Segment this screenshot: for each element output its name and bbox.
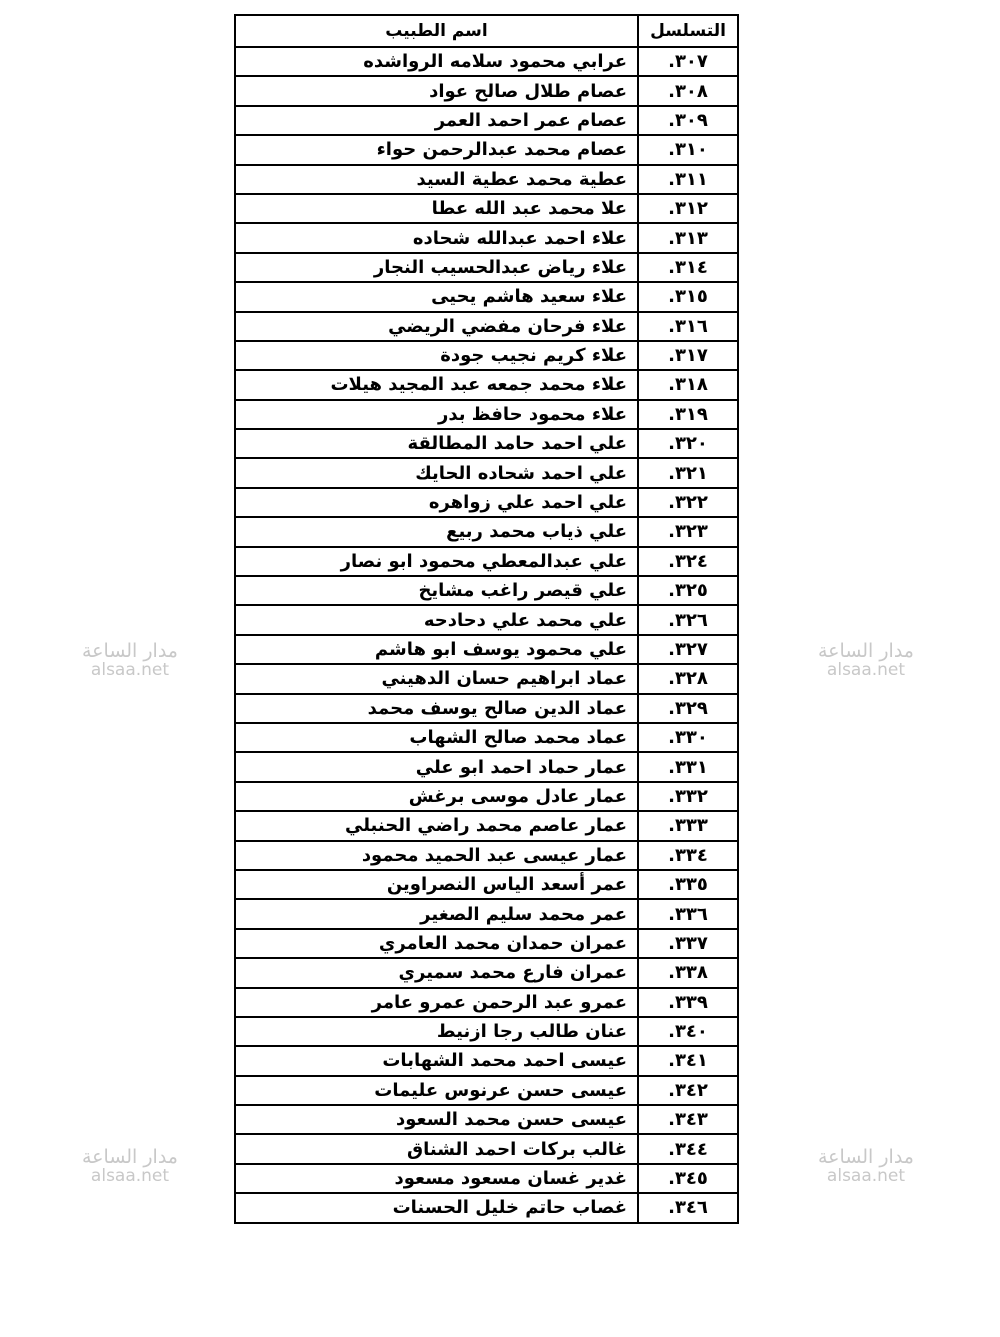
table-row xyxy=(235,635,738,664)
row-doctor-name: عصام طلال صالح عواد xyxy=(235,76,638,105)
row-seq: ٣٢١. xyxy=(638,458,738,487)
row-seq: ٣٢٨. xyxy=(638,664,738,693)
row-seq: ٣٣١. xyxy=(638,752,738,781)
header-seq: التسلسل xyxy=(638,15,738,47)
table-row xyxy=(235,488,738,517)
row-seq: ٣٤٥. xyxy=(638,1164,738,1193)
row-seq: ٣١٧. xyxy=(638,341,738,370)
table-row xyxy=(235,1164,738,1193)
row-doctor-name: غدير غسان مسعود مسعود xyxy=(235,1164,638,1193)
table-row xyxy=(235,47,738,76)
row-seq: ٣١٤. xyxy=(638,253,738,282)
row-seq: ٣٤٠. xyxy=(638,1017,738,1046)
row-doctor-name: علي احمد علي زواهره xyxy=(235,488,638,517)
table-row xyxy=(235,899,738,928)
header-name: اسم الطبيب xyxy=(235,15,638,47)
row-doctor-name: علاء سعيد هاشم يحيى xyxy=(235,282,638,311)
table-row xyxy=(235,988,738,1017)
table-row xyxy=(235,106,738,135)
row-seq: ٣٠٧. xyxy=(638,47,738,76)
row-doctor-name: علا محمد عبد الله عطا xyxy=(235,194,638,223)
watermark-arabic: مدار الساعة xyxy=(818,1146,914,1168)
row-seq: ٣٤٢. xyxy=(638,1076,738,1105)
table-row xyxy=(235,782,738,811)
doctors-table xyxy=(234,14,739,1224)
table-row xyxy=(235,282,738,311)
table-row xyxy=(235,223,738,252)
watermark-arabic: مدار الساعة xyxy=(818,640,914,662)
table-row xyxy=(235,312,738,341)
table-row xyxy=(235,958,738,987)
row-seq: ٣١٢. xyxy=(638,194,738,223)
table-row xyxy=(235,752,738,781)
table-row xyxy=(235,341,738,370)
row-doctor-name: علاء فرحان مفضي الريضي xyxy=(235,312,638,341)
row-doctor-name: عنان طالب رجا ازنيط xyxy=(235,1017,638,1046)
row-doctor-name: عصام عمر احمد العمر xyxy=(235,106,638,135)
row-seq: ٣٢٢. xyxy=(638,488,738,517)
row-seq: ٣١٠. xyxy=(638,135,738,164)
doctors-table-container xyxy=(234,14,739,1224)
table-row xyxy=(235,723,738,752)
watermark-latin: alsaa.net xyxy=(826,1165,906,1186)
row-doctor-name: عيسى حسن محمد السعود xyxy=(235,1105,638,1134)
row-doctor-name: علي ذياب محمد ربيع xyxy=(235,517,638,546)
row-doctor-name: علاء محمود حافظ بدر xyxy=(235,400,638,429)
row-seq: ٣٣٣. xyxy=(638,811,738,840)
table-row xyxy=(235,165,738,194)
table-row xyxy=(235,1193,738,1222)
row-seq: ٣٤١. xyxy=(638,1046,738,1075)
row-doctor-name: علي احمد حامد المطالقة xyxy=(235,429,638,458)
table-row xyxy=(235,429,738,458)
row-doctor-name: علي قيصر راغب مشايخ xyxy=(235,576,638,605)
row-doctor-name: عمر محمد سليم الصغير xyxy=(235,899,638,928)
row-seq: ٣٣٨. xyxy=(638,958,738,987)
row-seq: ٣٢٩. xyxy=(638,694,738,723)
table-row xyxy=(235,811,738,840)
watermark-arabic: مدار الساعة xyxy=(82,640,178,662)
row-doctor-name: عماد الدين صالح يوسف محمد xyxy=(235,694,638,723)
table-row xyxy=(235,76,738,105)
row-seq: ٣٠٨. xyxy=(638,76,738,105)
table-row xyxy=(235,929,738,958)
table-row xyxy=(235,370,738,399)
watermark-latin: alsaa.net xyxy=(90,1165,170,1186)
row-doctor-name: غالب بركات احمد الشناق xyxy=(235,1134,638,1163)
row-doctor-name: علاء محمد جمعه عبد المجيد هيلات xyxy=(235,370,638,399)
row-doctor-name: عماد ابراهيم حسان الدهيني xyxy=(235,664,638,693)
row-seq: ٣٣٤. xyxy=(638,841,738,870)
row-doctor-name: عمار عاصم محمد راضي الحنبلي xyxy=(235,811,638,840)
table-row xyxy=(235,1046,738,1075)
watermark-right-2 xyxy=(818,1148,914,1186)
row-doctor-name: عمار عادل موسى برغش xyxy=(235,782,638,811)
row-doctor-name: علي محمد علي دحادحه xyxy=(235,605,638,634)
row-seq: ٣١٣. xyxy=(638,223,738,252)
row-doctor-name: علي عبدالمعطي محمود ابو نصار xyxy=(235,547,638,576)
table-row xyxy=(235,135,738,164)
table-row xyxy=(235,664,738,693)
row-seq: ٣١٩. xyxy=(638,400,738,429)
table-row xyxy=(235,870,738,899)
row-seq: ٣٣٩. xyxy=(638,988,738,1017)
row-seq: ٣١٥. xyxy=(638,282,738,311)
row-seq: ٣١٨. xyxy=(638,370,738,399)
row-doctor-name: عصام محمد عبدالرحمن حواء xyxy=(235,135,638,164)
row-doctor-name: غصاب حاتم خليل الحسنات xyxy=(235,1193,638,1222)
table-body xyxy=(235,47,738,1223)
table-row xyxy=(235,694,738,723)
row-doctor-name: عيسى احمد محمد الشهابات xyxy=(235,1046,638,1075)
row-seq: ٣٣٥. xyxy=(638,870,738,899)
row-seq: ٣٣٧. xyxy=(638,929,738,958)
row-doctor-name: عطية محمد عطية السيد xyxy=(235,165,638,194)
row-doctor-name: علي احمد شحاده الحايك xyxy=(235,458,638,487)
row-doctor-name: عمر أسعد الياس النصراوين xyxy=(235,870,638,899)
row-seq: ٣٣٦. xyxy=(638,899,738,928)
row-seq: ٣٢٠. xyxy=(638,429,738,458)
row-doctor-name: عمرو عبد الرحمن عمرو عامر xyxy=(235,988,638,1017)
table-row xyxy=(235,400,738,429)
watermark-latin: alsaa.net xyxy=(826,659,906,680)
row-doctor-name: علاء احمد عبدالله شحاده xyxy=(235,223,638,252)
watermark-left-2 xyxy=(82,1148,178,1186)
table-row xyxy=(235,1134,738,1163)
table-row xyxy=(235,605,738,634)
watermark-left-1 xyxy=(82,642,178,680)
row-doctor-name: عرابي محمود سلامه الرواشده xyxy=(235,47,638,76)
row-doctor-name: عمار عيسى عبد الحميد محمود xyxy=(235,841,638,870)
row-seq: ٣٤٣. xyxy=(638,1105,738,1134)
row-seq: ٣٤٦. xyxy=(638,1193,738,1222)
table-row xyxy=(235,194,738,223)
watermark-arabic: مدار الساعة xyxy=(82,1146,178,1168)
row-seq: ٣٢٧. xyxy=(638,635,738,664)
row-seq: ٣١١. xyxy=(638,165,738,194)
row-seq: ٣٣٢. xyxy=(638,782,738,811)
row-seq: ٣٢٥. xyxy=(638,576,738,605)
row-doctor-name: عمران حمدان محمد العامري xyxy=(235,929,638,958)
row-doctor-name: علاء رياض عبدالحسيب النجار xyxy=(235,253,638,282)
row-seq: ٣٢٦. xyxy=(638,605,738,634)
table-row xyxy=(235,576,738,605)
table-row xyxy=(235,1076,738,1105)
table-header-row xyxy=(235,15,738,47)
row-seq: ٣٣٠. xyxy=(638,723,738,752)
row-seq: ٣٤٤. xyxy=(638,1134,738,1163)
row-doctor-name: عمار حماد احمد ابو علي xyxy=(235,752,638,781)
table-row xyxy=(235,547,738,576)
row-doctor-name: علاء كريم نجيب جودة xyxy=(235,341,638,370)
table-row xyxy=(235,1017,738,1046)
watermark-latin: alsaa.net xyxy=(90,659,170,680)
row-seq: ٣١٦. xyxy=(638,312,738,341)
table-row xyxy=(235,517,738,546)
table-row xyxy=(235,841,738,870)
table-row xyxy=(235,253,738,282)
row-seq: ٣٢٤. xyxy=(638,547,738,576)
row-seq: ٣٢٣. xyxy=(638,517,738,546)
row-doctor-name: عماد محمد صالح الشهاب xyxy=(235,723,638,752)
row-doctor-name: عمران فارع محمد سميري xyxy=(235,958,638,987)
table-row xyxy=(235,1105,738,1134)
watermark-right-1 xyxy=(818,642,914,680)
row-doctor-name: علي محمود يوسف ابو هاشم xyxy=(235,635,638,664)
row-doctor-name: عيسى حسن عرنوس عليمات xyxy=(235,1076,638,1105)
row-seq: ٣٠٩. xyxy=(638,106,738,135)
table-row xyxy=(235,458,738,487)
